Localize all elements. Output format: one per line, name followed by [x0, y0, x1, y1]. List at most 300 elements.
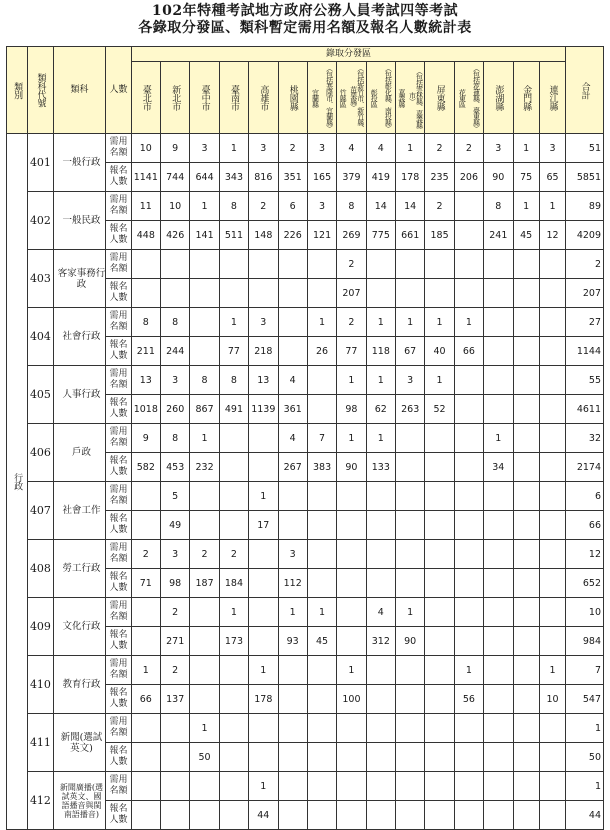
value-cell	[396, 743, 425, 772]
value-cell	[131, 598, 160, 627]
subject-name: 戶政	[53, 424, 106, 482]
value-cell: 100	[337, 685, 366, 714]
region-header	[307, 62, 336, 134]
subject-name: 勞工行政	[53, 540, 106, 598]
value-cell: 173	[219, 627, 248, 656]
region-name: 花東區	[458, 88, 467, 107]
value-cell: 2	[249, 192, 278, 221]
value-cell: 1	[131, 656, 160, 685]
value-cell: 744	[161, 163, 190, 192]
value-cell: 383	[307, 453, 336, 482]
subject-code: 411	[28, 714, 53, 772]
value-cell	[484, 685, 513, 714]
value-cell	[484, 250, 513, 279]
value-cell	[307, 540, 336, 569]
value-cell	[337, 627, 366, 656]
value-cell: 207	[337, 279, 366, 308]
value-cell	[454, 598, 483, 627]
value-cell	[219, 279, 248, 308]
value-cell	[539, 337, 565, 366]
value-cell	[484, 395, 513, 424]
region-note: （包括基隆市、宜蘭縣）	[325, 64, 334, 131]
value-cell	[337, 540, 366, 569]
value-cell: 26	[307, 337, 336, 366]
value-cell	[278, 743, 307, 772]
value-cell: 49	[161, 511, 190, 540]
total-cell: 1	[566, 772, 604, 801]
table-row	[7, 134, 604, 163]
total-cell: 1144	[566, 337, 604, 366]
subject-code: 409	[28, 598, 53, 656]
apply-label: 報名人數	[106, 221, 131, 250]
region-header	[249, 62, 278, 134]
value-cell	[219, 453, 248, 482]
value-cell	[454, 279, 483, 308]
value-cell: 1	[366, 424, 395, 453]
value-cell	[219, 482, 248, 511]
value-cell	[454, 192, 483, 221]
document-subtitle: 各錄取分發區、類科暫定需用名額及報名人數統計表	[138, 20, 472, 36]
value-cell: 4	[366, 134, 395, 163]
apply-label: 報名人數	[106, 801, 131, 830]
value-cell: 9	[131, 424, 160, 453]
subject-name: 客家事務行政	[53, 250, 106, 308]
value-cell	[161, 772, 190, 801]
total-cell: 7	[566, 656, 604, 685]
value-cell	[131, 511, 160, 540]
value-cell: 4	[278, 366, 307, 395]
value-cell	[513, 395, 539, 424]
value-cell	[484, 308, 513, 337]
value-cell	[513, 656, 539, 685]
value-cell	[131, 279, 160, 308]
value-cell: 66	[131, 685, 160, 714]
need-label: 需用名額	[106, 308, 131, 337]
value-cell: 10	[161, 192, 190, 221]
need-label: 需用名額	[106, 772, 131, 801]
value-cell: 71	[131, 569, 160, 598]
value-cell: 3	[484, 134, 513, 163]
value-cell: 77	[337, 337, 366, 366]
value-cell	[219, 801, 248, 830]
value-cell: 206	[454, 163, 483, 192]
value-cell: 2	[454, 134, 483, 163]
table-row	[7, 598, 604, 627]
value-cell	[190, 482, 219, 511]
value-cell	[249, 569, 278, 598]
value-cell: 90	[337, 453, 366, 482]
value-cell: 3	[161, 366, 190, 395]
value-cell	[278, 772, 307, 801]
value-cell: 9	[161, 134, 190, 163]
value-cell: 226	[278, 221, 307, 250]
value-cell: 50	[190, 743, 219, 772]
value-cell	[219, 250, 248, 279]
value-cell: 1	[484, 424, 513, 453]
value-cell: 1	[454, 656, 483, 685]
need-label: 需用名額	[106, 192, 131, 221]
value-cell	[366, 772, 395, 801]
value-cell: 45	[307, 627, 336, 656]
value-cell	[190, 337, 219, 366]
value-cell: 4	[366, 598, 395, 627]
value-cell	[366, 279, 395, 308]
value-cell: 361	[278, 395, 307, 424]
value-cell: 453	[161, 453, 190, 482]
value-cell: 17	[249, 511, 278, 540]
value-cell: 263	[396, 395, 425, 424]
value-cell	[425, 424, 454, 453]
value-cell	[307, 511, 336, 540]
region-note: （包括雲林縣、嘉義縣市）	[408, 67, 424, 128]
value-cell: 121	[307, 221, 336, 250]
value-cell	[513, 743, 539, 772]
region-header	[337, 62, 366, 134]
value-cell	[484, 656, 513, 685]
value-cell	[366, 714, 395, 743]
value-cell: 379	[337, 163, 366, 192]
value-cell: 10	[539, 685, 565, 714]
value-cell: 211	[131, 337, 160, 366]
value-cell	[337, 743, 366, 772]
value-cell: 6	[278, 192, 307, 221]
value-cell	[539, 714, 565, 743]
region-header	[366, 62, 395, 134]
value-cell	[539, 424, 565, 453]
value-cell	[484, 569, 513, 598]
value-cell: 2	[161, 598, 190, 627]
value-cell	[484, 801, 513, 830]
value-cell: 3	[190, 134, 219, 163]
value-cell: 351	[278, 163, 307, 192]
value-cell	[513, 453, 539, 482]
value-cell	[337, 511, 366, 540]
value-cell: 1	[396, 308, 425, 337]
value-cell	[278, 801, 307, 830]
total-cell: 44	[566, 801, 604, 830]
region-header	[278, 62, 307, 134]
value-cell: 40	[425, 337, 454, 366]
subject-name: 文化行政	[53, 598, 106, 656]
apply-label: 報名人數	[106, 453, 131, 482]
need-label: 需用名額	[106, 134, 131, 163]
value-cell: 2	[425, 192, 454, 221]
region-name: 屏東縣	[434, 84, 445, 111]
value-cell: 165	[307, 163, 336, 192]
value-cell	[337, 482, 366, 511]
value-cell	[539, 598, 565, 627]
value-cell	[366, 511, 395, 540]
value-cell	[539, 569, 565, 598]
value-cell: 426	[161, 221, 190, 250]
value-cell	[278, 337, 307, 366]
value-cell	[513, 511, 539, 540]
subject-name: 社會工作	[53, 482, 106, 540]
value-cell: 13	[131, 366, 160, 395]
value-cell	[278, 685, 307, 714]
value-cell: 269	[337, 221, 366, 250]
value-cell	[278, 511, 307, 540]
value-cell: 8	[219, 192, 248, 221]
subject-name: 新聞廣播(選試英文、國語播音與閩南語播音)	[53, 772, 106, 830]
document-title: 102年特種考試地方政府公務人員考試四等考試	[151, 3, 459, 19]
value-cell: 66	[454, 337, 483, 366]
value-cell	[539, 308, 565, 337]
value-cell	[513, 685, 539, 714]
value-cell: 2	[219, 540, 248, 569]
value-cell	[513, 482, 539, 511]
value-cell	[539, 801, 565, 830]
value-cell	[484, 743, 513, 772]
value-cell	[539, 395, 565, 424]
apply-label: 報名人數	[106, 627, 131, 656]
code-header: 類科代號	[28, 47, 53, 134]
region-header	[425, 62, 454, 134]
value-cell	[161, 250, 190, 279]
need-label: 需用名額	[106, 714, 131, 743]
value-cell: 184	[219, 569, 248, 598]
value-cell	[190, 279, 219, 308]
value-cell	[539, 453, 565, 482]
value-cell: 661	[396, 221, 425, 250]
region-note: （包括新竹市、新竹縣、苗栗縣）	[349, 64, 365, 131]
value-cell	[425, 598, 454, 627]
value-cell	[249, 540, 278, 569]
value-cell	[454, 250, 483, 279]
value-cell: 4	[337, 134, 366, 163]
total-cell: 547	[566, 685, 604, 714]
value-cell: 8	[337, 192, 366, 221]
value-cell: 1141	[131, 163, 160, 192]
region-header	[219, 62, 248, 134]
value-cell	[278, 308, 307, 337]
value-cell: 133	[366, 453, 395, 482]
total-cell: 4209	[566, 221, 604, 250]
total-cell: 2	[566, 250, 604, 279]
need-label: 需用名額	[106, 540, 131, 569]
region-header	[190, 62, 219, 134]
value-cell: 178	[249, 685, 278, 714]
region-header	[484, 62, 513, 134]
value-cell	[337, 569, 366, 598]
total-cell: 55	[566, 366, 604, 395]
value-cell	[513, 598, 539, 627]
value-cell	[425, 801, 454, 830]
subject-name: 一般民政	[53, 192, 106, 250]
value-cell	[337, 598, 366, 627]
subject-name: 教育行政	[53, 656, 106, 714]
value-cell: 11	[131, 192, 160, 221]
value-cell	[278, 250, 307, 279]
value-cell	[190, 627, 219, 656]
value-cell: 65	[539, 163, 565, 192]
value-cell: 93	[278, 627, 307, 656]
subject-code: 402	[28, 192, 53, 250]
value-cell	[454, 569, 483, 598]
value-cell	[366, 801, 395, 830]
value-cell: 67	[396, 337, 425, 366]
value-cell	[396, 714, 425, 743]
value-cell: 141	[190, 221, 219, 250]
region-name: 臺中市	[199, 84, 210, 111]
value-cell	[366, 250, 395, 279]
value-cell: 2	[425, 134, 454, 163]
value-cell	[190, 250, 219, 279]
subject-name: 新聞(選試英文)	[53, 714, 106, 772]
value-cell	[190, 685, 219, 714]
value-cell	[190, 772, 219, 801]
value-cell: 8	[190, 366, 219, 395]
value-cell	[396, 801, 425, 830]
value-cell	[307, 685, 336, 714]
value-cell: 185	[425, 221, 454, 250]
value-cell: 1	[513, 192, 539, 221]
value-cell	[454, 482, 483, 511]
value-cell	[454, 453, 483, 482]
region-note: （包括彰化縣、南投縣）	[384, 64, 393, 131]
value-cell	[307, 772, 336, 801]
value-cell: 98	[337, 395, 366, 424]
value-cell	[249, 598, 278, 627]
value-cell	[454, 627, 483, 656]
value-cell	[219, 511, 248, 540]
value-cell	[131, 627, 160, 656]
value-cell: 582	[131, 453, 160, 482]
region-name: 彰投區	[370, 88, 379, 107]
apply-label: 報名人數	[106, 163, 131, 192]
subject-code: 407	[28, 482, 53, 540]
value-cell	[396, 540, 425, 569]
value-cell	[513, 337, 539, 366]
value-cell: 1	[366, 366, 395, 395]
value-cell	[307, 801, 336, 830]
value-cell	[131, 772, 160, 801]
value-cell: 8	[131, 308, 160, 337]
value-cell: 1	[396, 134, 425, 163]
value-cell: 419	[366, 163, 395, 192]
value-cell	[425, 656, 454, 685]
value-cell	[484, 482, 513, 511]
value-cell	[484, 598, 513, 627]
value-cell	[278, 279, 307, 308]
value-cell: 235	[425, 163, 454, 192]
value-cell: 3	[307, 192, 336, 221]
region-header	[539, 62, 565, 134]
value-cell	[513, 569, 539, 598]
value-cell: 232	[190, 453, 219, 482]
value-cell	[396, 424, 425, 453]
value-cell	[190, 308, 219, 337]
value-cell	[219, 656, 248, 685]
value-cell	[539, 511, 565, 540]
value-cell	[425, 569, 454, 598]
value-cell: 267	[278, 453, 307, 482]
value-cell	[484, 366, 513, 395]
value-cell	[484, 772, 513, 801]
total-cell: 10	[566, 598, 604, 627]
value-cell	[131, 801, 160, 830]
subject-code: 408	[28, 540, 53, 598]
value-cell	[539, 772, 565, 801]
value-cell	[219, 772, 248, 801]
value-cell: 1	[219, 308, 248, 337]
value-cell: 244	[161, 337, 190, 366]
value-cell	[396, 453, 425, 482]
value-cell: 10	[131, 134, 160, 163]
value-cell: 3	[539, 134, 565, 163]
value-cell: 1	[337, 656, 366, 685]
value-cell: 1	[249, 772, 278, 801]
region-name: 臺北市	[140, 84, 151, 111]
value-cell: 14	[396, 192, 425, 221]
value-cell: 1	[249, 656, 278, 685]
value-cell: 8	[484, 192, 513, 221]
total-cell: 50	[566, 743, 604, 772]
value-cell	[307, 366, 336, 395]
value-cell	[513, 250, 539, 279]
value-cell	[307, 714, 336, 743]
apply-label: 報名人數	[106, 337, 131, 366]
value-cell	[307, 656, 336, 685]
value-cell	[337, 714, 366, 743]
value-cell: 1139	[249, 395, 278, 424]
value-cell: 8	[161, 308, 190, 337]
total-cell: 984	[566, 627, 604, 656]
region-header	[513, 62, 539, 134]
header-row-top	[7, 47, 604, 62]
value-cell	[513, 366, 539, 395]
statistics-table	[6, 46, 604, 830]
total-cell: 652	[566, 569, 604, 598]
value-cell: 13	[249, 366, 278, 395]
value-cell: 44	[249, 801, 278, 830]
value-cell: 5	[161, 482, 190, 511]
value-cell	[454, 772, 483, 801]
value-cell: 271	[161, 627, 190, 656]
value-cell	[249, 424, 278, 453]
value-cell	[337, 772, 366, 801]
apply-label: 報名人數	[106, 511, 131, 540]
value-cell	[425, 279, 454, 308]
value-cell: 7	[307, 424, 336, 453]
value-cell: 45	[513, 221, 539, 250]
value-cell: 1	[539, 192, 565, 221]
value-cell: 187	[190, 569, 219, 598]
value-cell	[513, 627, 539, 656]
subject-code: 403	[28, 250, 53, 308]
total-cell: 2174	[566, 453, 604, 482]
total-cell: 32	[566, 424, 604, 453]
value-cell: 2	[337, 250, 366, 279]
total-cell: 5851	[566, 163, 604, 192]
value-cell	[513, 308, 539, 337]
value-cell: 775	[366, 221, 395, 250]
value-cell	[396, 250, 425, 279]
subject-code: 406	[28, 424, 53, 482]
value-cell: 1	[219, 134, 248, 163]
value-cell: 1	[219, 598, 248, 627]
subject-code: 404	[28, 308, 53, 366]
value-cell	[484, 279, 513, 308]
value-cell: 2	[161, 656, 190, 685]
value-cell: 137	[161, 685, 190, 714]
value-cell: 1	[425, 366, 454, 395]
value-cell	[366, 743, 395, 772]
value-cell	[249, 250, 278, 279]
value-cell: 1	[396, 598, 425, 627]
value-cell: 816	[249, 163, 278, 192]
region-header	[396, 62, 425, 134]
